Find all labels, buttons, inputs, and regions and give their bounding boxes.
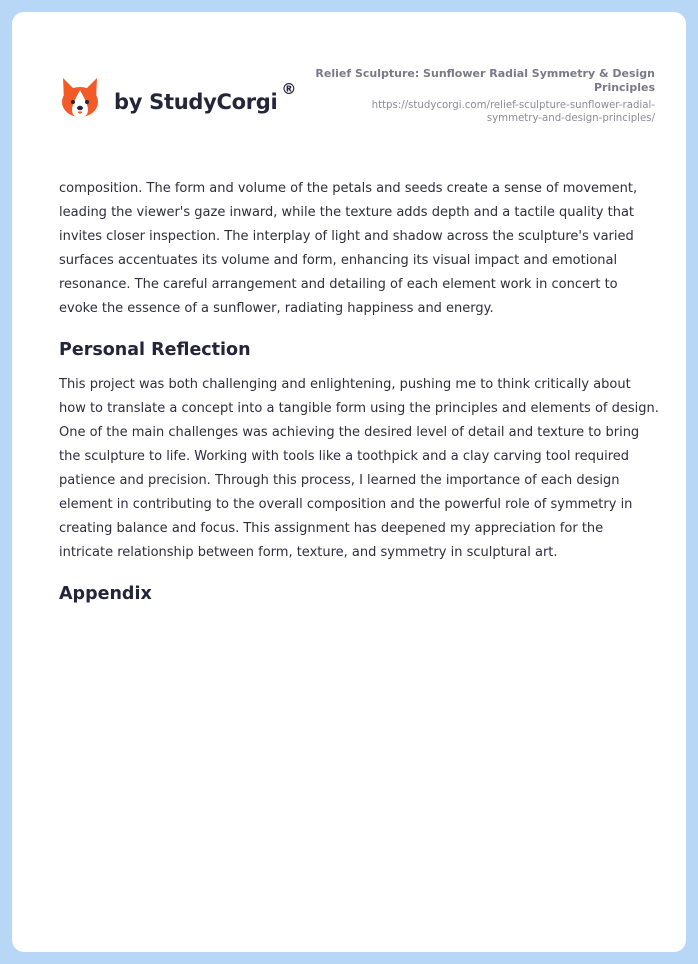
studycorgi-logo[interactable]	[60, 76, 296, 120]
section-heading-personal-reflection: Personal Reflection	[59, 340, 251, 360]
document-title: Relief Sculpture: Sunflower Radial Symmetry & Design Principles	[315, 67, 655, 94]
document-url-line1[interactable]: https://studycorgi.com/relief-sculpture-sunflower-radial-	[371, 100, 655, 111]
brand-name: by StudyCorgi	[114, 90, 278, 114]
section-heading-appendix: Appendix	[59, 584, 152, 604]
corgi-logo-icon	[60, 76, 100, 120]
document-meta	[315, 67, 655, 125]
body-paragraph-1: composition. The form and volume of the petals and seeds create a sense of movement, leading the viewer's gaze inward, while the texture adds depth and a tactile quality that invites closer inspection. The interplay of light and shadow across the sculpture's varied surfaces accentuates its volume and form, enhancing its visual impact and emotional resonance. The careful arrangement and detailing of each element work in concert to evoke the essence of a sunflower, radiating happiness and energy.	[59, 181, 638, 316]
document-page	[12, 12, 686, 952]
document-url[interactable]	[315, 99, 655, 125]
body-paragraph-2: This project was both challenging and enlightening, pushing me to think critically about how to translate a concept into a tangible form using the principles and elements of design. One of the main challenges was achieving the desired level of detail and texture to bring the sculpture to life. Working with tools like a toothpick and a clay carving tool required patience and precision. Through this process, I learned the importance of each design element in contributing to the overall composition and the powerful role of symmetry in creating balance and focus. This assignment has deepened my appreciation for the intricate relationship between form, texture, and symmetry in sculptural art.	[59, 377, 659, 560]
registered-mark: ®	[281, 80, 297, 98]
document-url-line2[interactable]: symmetry-and-design-principles/	[486, 113, 655, 124]
document-content	[59, 177, 659, 606]
